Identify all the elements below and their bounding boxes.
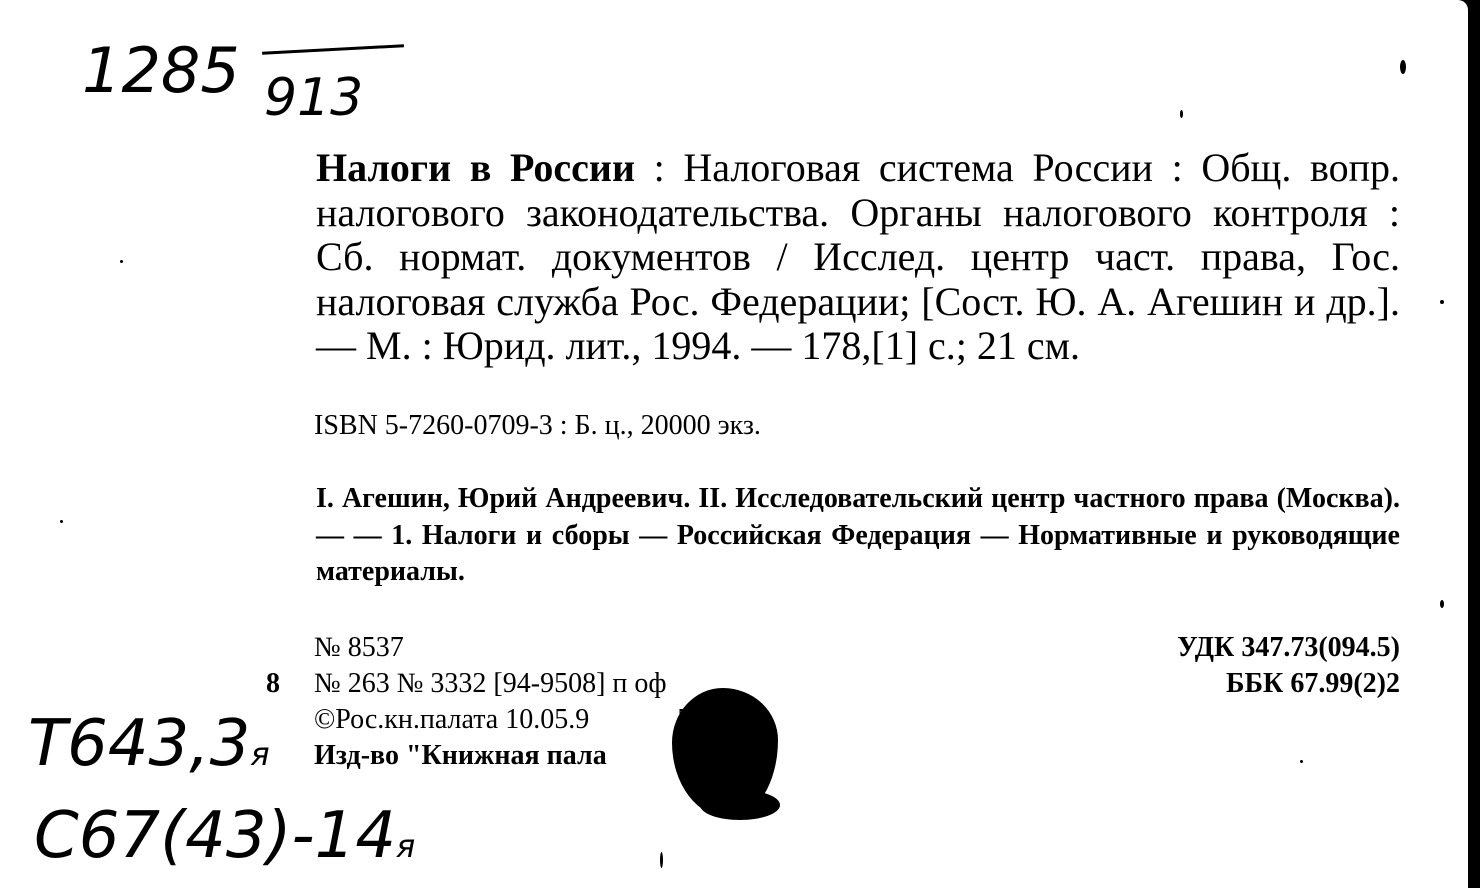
ink-blot-base — [700, 790, 780, 820]
publisher-line: Изд-во "Книжная пала — [314, 740, 607, 771]
udk-code: УДК 347.73(094.5) — [1177, 632, 1400, 663]
scan-speck — [1440, 300, 1444, 304]
handwritten-top-sub: 913 — [264, 68, 364, 128]
scan-edge — [1468, 0, 1480, 888]
scan-speck — [1400, 60, 1406, 74]
tracings-text: I. Агешин, Юрий Андреевич. II. Исследовательский центр частного права (Москва). — — 1. Налоги и сборы — Российская Федерация — Нормативные и руководящие материалы. — [316, 483, 1400, 587]
card-number: № 8537 — [314, 632, 404, 663]
handwritten-classification-1: Т643,3я — [28, 707, 270, 781]
scan-speck — [1300, 760, 1303, 763]
bibliographic-entry — [268, 146, 1400, 369]
handwritten-classification-2: С67(43)-14я — [34, 799, 416, 873]
entry-title: Налоги в России — [316, 145, 635, 190]
copyright-line: ©Рос.кн.палата 10.05.9 — [314, 704, 590, 735]
isbn-line: ISBN 5-7260-0709-3 : Б. ц., 20000 экз. — [314, 410, 761, 441]
handwritten-top-number: 1285 — [82, 34, 240, 107]
scan-speck — [660, 852, 663, 868]
scan-speck — [1180, 110, 1183, 118]
bbk-code: ББК 67.99(2)2 — [1226, 668, 1400, 699]
lead-digit: 8 — [266, 668, 280, 699]
handwritten-call-number — [82, 34, 240, 107]
scan-speck — [60, 520, 63, 523]
entry-paragraph — [268, 146, 1400, 369]
tracings — [268, 481, 1400, 591]
reference-numbers: № 263 № 3332 [94-9508] п оф — [314, 668, 667, 699]
scan-speck — [1440, 600, 1444, 608]
scan-speck — [120, 260, 123, 263]
entry-body: : Налоговая система России : Общ. вопр. налогового законодательства. Органы налогового контроля : Сб. нормат. документов / Исслед. центр част. права, Гос. налоговая служба Рос. Федерации; [Сост. Ю. А. Агешин и др.]. — М. : Юрид. лит., 1994. — 178,[1] с.; 21 см. — [316, 145, 1400, 368]
handwritten-overline — [262, 44, 404, 54]
